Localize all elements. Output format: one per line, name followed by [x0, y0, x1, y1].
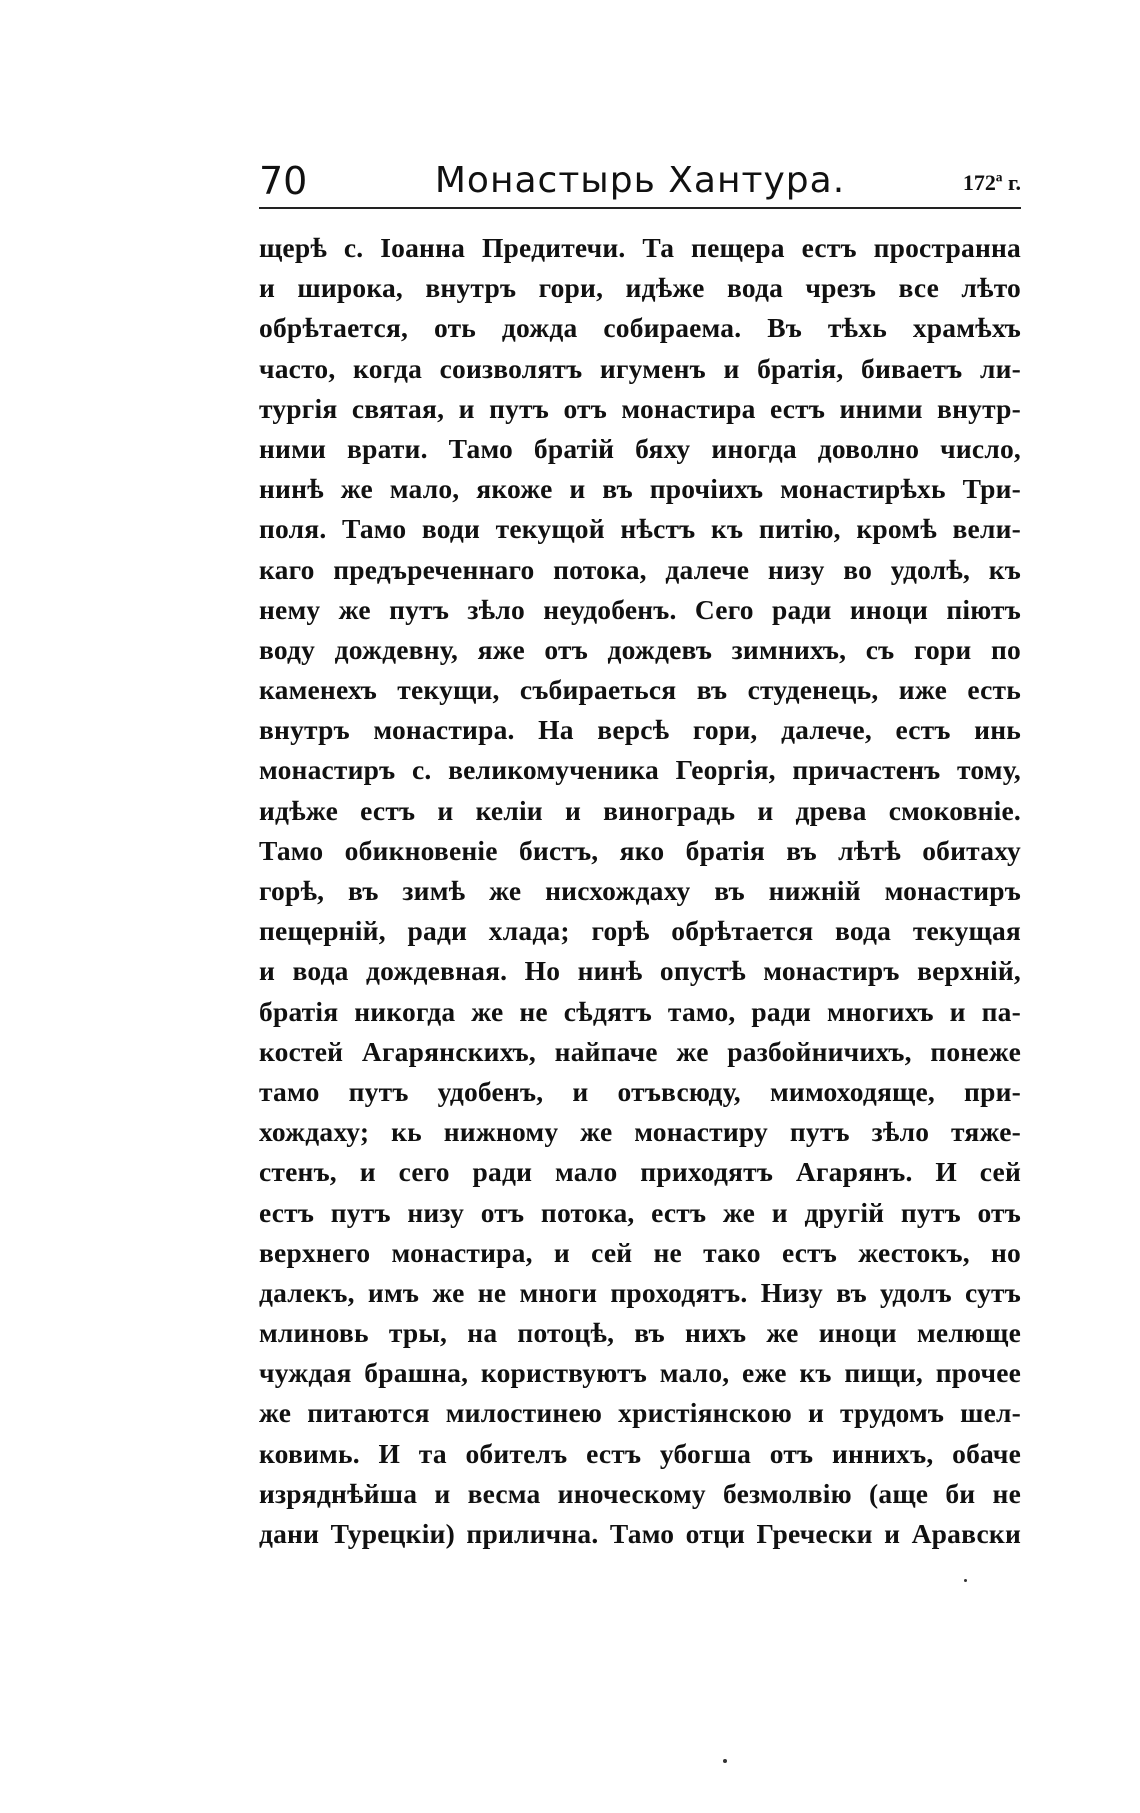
text-line: изряднѣйша и весма иноческому безмолвію (аще би не [259, 1477, 1021, 1509]
text-line: ними врати. Тамо братій бяху иногда доволно число, [259, 432, 1021, 464]
page-header [259, 158, 1021, 204]
text-line: щерѣ с. Іоанна Предитечи. Та пещера естъ пространна [259, 232, 1021, 263]
text-line: и широка, внутръ гори, идѣже вода чрезъ все лѣто [259, 272, 1021, 304]
text-line: каменехъ текущи, събираеться въ студенець, иже есть [259, 674, 1021, 706]
page-number: 70 [259, 159, 308, 203]
text-line: часто, когда соизволятъ игуменъ и братія, биваетъ ли- [259, 352, 1021, 384]
text-line: воду дождевну, яже отъ дождевъ зимнихъ, съ гори по [259, 633, 1021, 665]
body-text [259, 228, 1021, 1554]
text-line: каго предъреченнаго потока, далече низу во удолѣ, къ [259, 553, 1021, 585]
text-line: стенъ, и сего ради мало приходятъ Агарянъ. И сей [259, 1156, 1021, 1188]
text-line: поля. Тамо води текущой нѣстъ къ питію, кромѣ вели- [259, 513, 1021, 545]
text-line: обрѣтается, оть дожда собираема. Въ тѣхь храмѣхъ [259, 312, 1021, 344]
text-line: костей Агарянскихъ, найпаче же разбойничихъ, понеже [259, 1035, 1021, 1067]
text-line: внутръ монастира. На версѣ гори, далече, естъ инь [259, 714, 1021, 746]
text-line: горѣ, въ зимѣ же нисхождаху въ нижній монастиръ [259, 875, 1021, 906]
text-line: дани Турецкіи) прилична. Тамо отци Гречески и Аравски [259, 1518, 1021, 1549]
text-line: тамо путъ удобенъ, и отъвсюду, мимоходяще, при- [259, 1075, 1021, 1107]
text-line: пещерній, ради хлада; горѣ обрѣтается вода текущая [259, 915, 1021, 947]
text-line: ковимь. И та обителъ естъ убогша отъ инниxъ, обаче [259, 1437, 1021, 1469]
text-line: Тамо обикновеніе бистъ, яко братія въ лѣтѣ обитаху [259, 834, 1021, 866]
text-line: же питаются милостинею христіянскою и трудомъ шел- [259, 1397, 1021, 1429]
print-speck [964, 1579, 967, 1582]
text-line: далекъ, имъ же не многи проходятъ. Низу въ удолъ сутъ [259, 1276, 1021, 1308]
text-line: монастиръ с. великомученика Георгія, причастенъ тому, [259, 754, 1021, 786]
text-line: идѣже естъ и келіи и виноградь и древа смоковніе. [259, 794, 1021, 826]
text-line: братія никогда же не сѣдятъ тамо, ради многихъ и па- [259, 995, 1021, 1027]
text-line: верхнего монастира, и сей не тако естъ жестокъ, но [259, 1236, 1021, 1268]
text-line: и вода дождевная. Но нинѣ опустѣ монастиръ верхній, [259, 955, 1021, 987]
text-line: тургія святая, и путъ отъ монастира естъ иними внутр- [259, 392, 1021, 424]
text-line: млиновь тры, на потоцѣ, въ нихъ же иноци мелюще [259, 1317, 1021, 1349]
running-title: Монастырь Хантура. [434, 160, 846, 201]
year-marker: 172ª г. [962, 170, 1021, 195]
header-rule [259, 207, 1021, 209]
text-line: чуждая брашна, користвуютъ мало, еже къ пищи, прочее [259, 1357, 1021, 1389]
text-line: хождаху; кь нижному же монастиру путъ зѣло тяже- [259, 1116, 1021, 1148]
print-speck [723, 1759, 727, 1763]
text-line: нему же путъ зѣло неудобенъ. Сего ради иноци піютъ [259, 593, 1021, 625]
text-line: естъ путъ низу отъ потока, естъ же и другій путъ отъ [259, 1196, 1021, 1228]
text-line: нинѣ же мало, якоже и въ прочіихъ монастирѣхь Три- [259, 473, 1021, 505]
